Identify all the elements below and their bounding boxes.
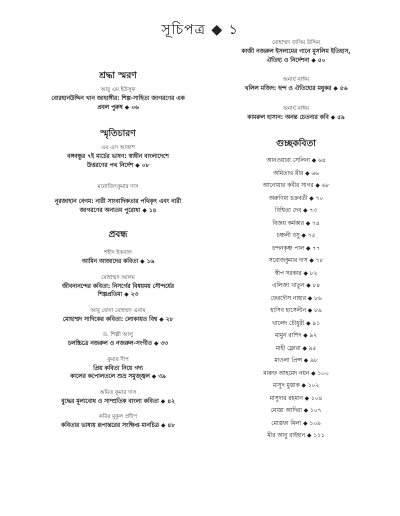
toc-title-line: বোরহানউদ্দিন খান জাহাঙ্গীর: শিল্প-সাহিত্য জাগরণের এক xyxy=(51,96,185,102)
toc-author: আবু এম ইউসুফ xyxy=(100,87,136,93)
poem-entry: চন্দনকৃষ্ণ পাল ◆ ৭৭ xyxy=(272,245,320,252)
toc-author: শহীদ ইকবাল xyxy=(104,250,132,256)
section-heading-poems: গুচ্ছকবিতা xyxy=(276,139,316,149)
toc-title-line: কবিতার ভাষায় রূপান্তরের সংক্ষিপ্ত মানচিত্র ◆ ৪৮ xyxy=(61,423,175,429)
poem-list xyxy=(208,155,384,443)
toc-title-line: আমিন আজাদের কবিতা ◆ ১৬ xyxy=(81,259,155,265)
poem-entry: সরোজকুমার দাস ◆ ৭৮ xyxy=(268,258,324,264)
poem-entry: মাওলা প্রিন্স ◆ ৯৮ xyxy=(274,358,318,364)
poem-entry: বিজয় কর্মকার ◆ ৭৪ xyxy=(272,220,320,227)
right-column xyxy=(208,40,384,443)
poem-entry: আনোয়ার কবীর সাগর ◆ ৬৮ xyxy=(262,183,330,189)
section-heading-tribute: শ্রদ্ধা স্মরণ xyxy=(99,71,137,81)
toc-author: ড. শিল্পী আলু xyxy=(102,332,134,338)
toc-author: এম এস আকাশ xyxy=(101,145,135,151)
left-column xyxy=(28,62,208,431)
toc-author: অমিত কুমার দাস xyxy=(99,389,137,396)
toc-title-line: বুদ্ধের মূল্যবোধ ও সাম্প্রতিক বাংলা কবিতা ◆ ৪২ xyxy=(61,398,175,405)
toc-title-line: নূরজাহান বেগম: নারী সাংবাদিকতার পথিকৃৎ এবং নারী xyxy=(54,199,182,205)
poem-entry: মাহী ফ্লোরা ◆ ৯৫ xyxy=(275,345,317,352)
toc-title-line: জাগরণের অন্যতম পুরোধা ◆ ১৪ xyxy=(79,207,157,214)
toc-title-line: চলচ্চিত্রে নজরুল ও নজরুল-সংগীত ◆ ৩৩ xyxy=(67,341,169,347)
toc-title-line: জীবনানন্দের কবিতা: নিসর্গের বিষয়ময় সৌন্দর্যের xyxy=(62,283,174,290)
poem-entry: স্বীপ সরকার ◆ ৮২ xyxy=(274,270,318,277)
poem-entry: এলিজা খাতুন ◆ ৮৪ xyxy=(271,283,321,289)
poem-entry: বিশ্বিতা দেব ◆ ৭৩ xyxy=(274,208,318,214)
section-heading-memoir: স্মৃতিচারণ xyxy=(100,129,136,139)
poem-entry: মোস্তা আদিরা ◆ ১০৭ xyxy=(270,408,322,414)
toc-author: অনার্য নাঈম xyxy=(282,77,310,83)
toc-author: মোহাম্মদ আলম xyxy=(101,274,135,281)
toc-author: অনার্য নাঈম xyxy=(282,105,310,112)
toc-author: কুমার দীপ xyxy=(107,356,129,363)
toc-title-line: কালের কপোলতলে শুভ্র সমুজ্জ্বল ◆ ৩৯ xyxy=(70,374,166,380)
poem-entry: মাসুদার রহমান ◆ ১০৪ xyxy=(269,395,323,402)
poem-entry: মোস্তফা মিলা ◆ ১০৯ xyxy=(271,420,321,427)
toc-title-line: কাজী নজরুল ইসলামের গানে মুসলিম ইতিহাস, xyxy=(241,49,351,55)
toc-title-line: শিল্পপ্রতিমা ◆ ২৩ xyxy=(97,292,139,298)
toc-title-line: প্রিয় কবিতা নিয়ে গদ্য xyxy=(93,365,143,372)
toc-title-line: খলিল মজিদ: ছন্দ ও ঐতিহ্যের মধুকর ◆ ৫৬ xyxy=(244,86,348,92)
toc-author: কবির মুকুল প্রদীপ xyxy=(98,414,138,420)
poem-entry: মীর আবু রাইহান ◆ ১১১ xyxy=(267,433,325,439)
poem-entry: খালেদ চৌধুরী ◆ ৯১ xyxy=(272,320,320,327)
toc-title-line: উত্তরণের পথ নির্দেশ ◆ ০৮ xyxy=(86,162,150,169)
page-title: সূচিপত্র ◆ ১ xyxy=(161,22,239,38)
toc-title-line: কামরুল হাসান: অনন্ত চেতনার কবি ◆ ৫৯ xyxy=(247,114,345,121)
toc-title-line: বঙ্গবন্ধুর ৭ই মার্চের ভাষণ: স্বাধীন বাংলাদেশে xyxy=(67,154,169,160)
poem-entry: হাসিব হাসেলীন ◆ ৮৯ xyxy=(270,308,322,314)
poem-entry: অমিতাভ মীর ◆ ৬৬ xyxy=(273,170,319,177)
toc-title-line: প্রবল পুরুষ ◆ ০৬ xyxy=(97,104,139,111)
poem-entry: ফেরদৌস নাহার ◆ ৮৬ xyxy=(270,295,322,302)
poem-entry: মারুফ আহমেদ নয়ন ◆ ১০০ xyxy=(263,370,329,377)
toc-title-line: ঐতিহ্য ও নির্দেশনা ◆ ৫০ xyxy=(266,57,326,64)
section-heading-essay: প্রবন্ধ xyxy=(108,230,128,240)
toc-author: মনোজিৎকুমার দাস xyxy=(97,184,139,190)
toc-author: আবু জেদা মোহম্মদ এনাম xyxy=(90,307,146,314)
toc-title-line: মোহাম্মদ সাদিকের কবিতা: লোকায়ত বিশ্ব ◆ ২৮ xyxy=(62,316,174,323)
poem-entry: মামুন রাশিদ ◆ ৯২ xyxy=(274,333,318,339)
toc-author: মোহাম্মদ জসিম উদ্দিন xyxy=(271,40,321,46)
poem-entry: অরুণিমা চক্রবর্তী ◆ ৭০ xyxy=(268,195,324,202)
poem-entry: চঞ্চলী বসু ◆ ৭৫ xyxy=(276,233,316,239)
poem-entry: আনওয়ারা সেলিনা ◆ ৬৪ xyxy=(266,158,326,164)
poem-entry: মাসুদ মুস্তাক ◆ ১০২ xyxy=(272,383,320,389)
